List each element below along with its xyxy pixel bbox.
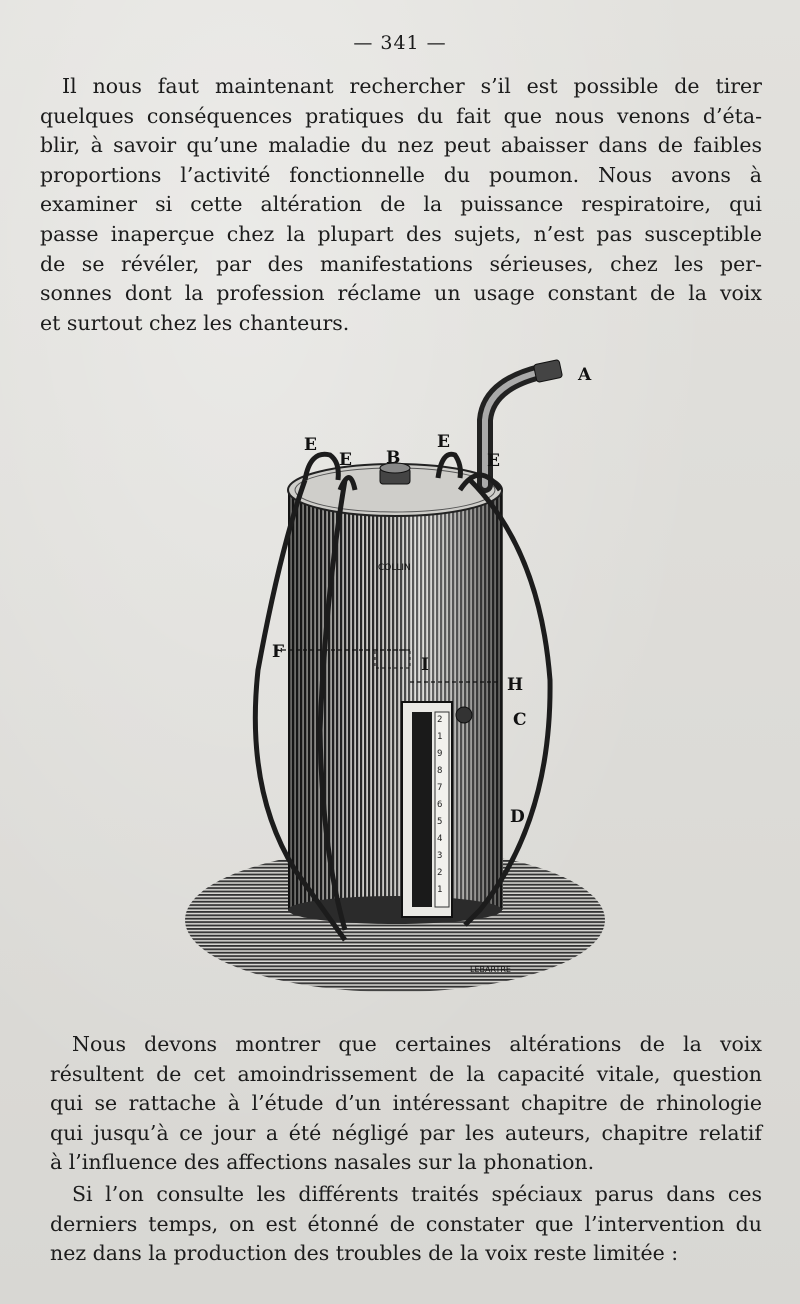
text-line: quelques conséquences pratiques du fait que nous venons d’éta- <box>40 103 762 128</box>
text-line: Nous devons montrer que certaines altérations de la voix <box>72 1032 762 1056</box>
label-e: E <box>487 451 500 471</box>
text-line: blir, à savoir qu’une maladie du nez peut abaisser dans de faibles <box>40 133 762 158</box>
text-line: sonnes dont la profession réclame un usage constant de la voix <box>40 281 762 306</box>
label-e: E <box>339 450 352 470</box>
engraver-signature: LEBARTRE <box>470 965 511 974</box>
spirometer-figure <box>180 350 620 1000</box>
maker-mark: COLLIN <box>378 563 411 573</box>
page-number: — 341 — <box>353 32 447 54</box>
label-a: A <box>578 365 592 385</box>
paragraph-2 <box>50 1030 762 1178</box>
paragraph-3 <box>50 1180 762 1269</box>
scale-number: 5 <box>437 817 443 827</box>
label-c: C <box>513 710 527 730</box>
scale-number: 8 <box>437 766 443 776</box>
text-line: résultent de cet amoindrissement de la capacité vitale, question <box>50 1061 762 1086</box>
text-line: proportions l’activité fonctionnelle du poumon. Nous avons à <box>40 162 762 187</box>
scale-number: 1 <box>437 885 443 895</box>
scale-number: 2 <box>437 715 443 725</box>
text-line: Si l’on consulte les différents traités spéciaux parus dans ces <box>72 1182 762 1206</box>
scale-number: 9 <box>437 749 443 759</box>
text-line: qui jusqu’à ce jour a été négligé par les auteurs, chapitre relatif <box>50 1120 762 1145</box>
text-line: de se révéler, par des manifestations sérieuses, chez les per- <box>40 251 762 276</box>
text-line: nez dans la production des troubles de la voix reste limitée : <box>50 1241 679 1266</box>
label-h: H <box>507 675 524 695</box>
paragraph-1 <box>40 72 762 338</box>
scale-number: 4 <box>437 834 443 844</box>
text-line: passe inaperçue chez la plupart des sujets, n’est pas susceptible <box>40 221 762 246</box>
text-line: qui se rattache à l’étude d’un intéressant chapitre de rhinologie <box>50 1091 762 1116</box>
label-f: F <box>272 642 285 662</box>
text-line: examiner si cette altération de la puissance respiratoire, qui <box>40 192 762 217</box>
label-e: E <box>304 435 317 455</box>
scale-number: 3 <box>437 851 443 861</box>
scale-number: 7 <box>437 783 443 793</box>
text-line: Il nous faut maintenant rechercher s’il est possible de tirer <box>62 74 762 98</box>
scale-number: 6 <box>437 800 443 810</box>
text-line: derniers temps, on est étonné de constater que l’intervention du <box>50 1211 762 1236</box>
label-b: B <box>386 448 401 468</box>
label-i: I <box>421 655 429 675</box>
scale-number: 1 <box>437 732 443 742</box>
label-d: D <box>510 807 525 827</box>
text-line: à l’influence des affections nasales sur la phonation. <box>50 1150 595 1175</box>
scale-number: 2 <box>437 868 443 878</box>
label-e: E <box>437 432 450 452</box>
text-line: et surtout chez les chanteurs. <box>40 310 350 335</box>
